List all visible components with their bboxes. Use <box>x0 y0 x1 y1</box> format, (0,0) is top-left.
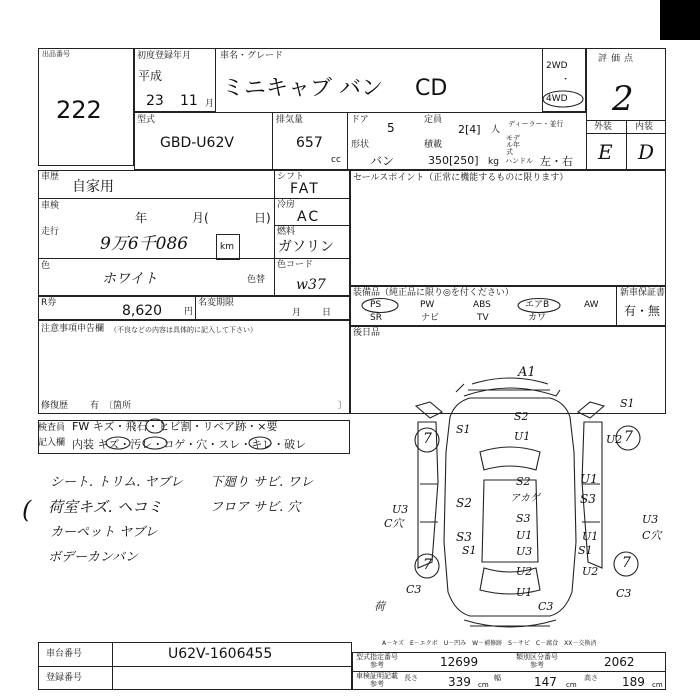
mark-7-rl: 7 <box>423 557 432 573</box>
remarks-note: （不良などの内容は具体的に記入して下さい） <box>110 326 257 334</box>
sales-point-box <box>350 170 666 286</box>
note-right-2: フロア サビ. 穴 <box>210 500 301 515</box>
scratch-circle-icon <box>106 437 130 449</box>
model-value: GBD-U62V <box>160 135 234 151</box>
drive-4wd: 4WD <box>546 94 568 104</box>
color-no-label: 色コード <box>277 260 314 270</box>
first-reg-label: 初度登録年月 <box>137 51 192 61</box>
mark-s2-hood: S2 <box>514 410 529 423</box>
category-value: 2062 <box>604 655 635 669</box>
ac-line <box>274 225 350 226</box>
mark-u3-right: U3 <box>642 513 659 526</box>
handle-value: 左・右 <box>540 155 573 168</box>
width-unit: cm <box>566 681 577 689</box>
mark-c-hole-right: C穴 <box>642 529 662 542</box>
history-label: 車歴 <box>41 172 60 182</box>
repair-close: 〕 <box>338 401 348 411</box>
width-label: 幅 <box>494 674 501 682</box>
first-reg-era: 平成 <box>138 69 163 83</box>
designation-ref: 参考 <box>370 661 384 669</box>
category-label: 類別区分番号 <box>516 653 558 661</box>
note-left-4: ボデーカンバン <box>48 550 138 565</box>
check-chip: 飛石 <box>125 420 148 433</box>
mark-7-rr: 7 <box>622 555 631 571</box>
later-day-label: 後日品 <box>353 328 381 338</box>
height-unit: cm <box>652 681 663 689</box>
check-needed: ×要 <box>257 420 278 433</box>
width-value: 147 <box>534 675 557 689</box>
check-repair: リペア跡 <box>202 420 247 433</box>
sep: ・ <box>119 438 131 451</box>
shift-value: FAT <box>290 181 320 197</box>
front-bumper <box>456 378 560 396</box>
mark-s1-right-mirror: S1 <box>578 544 593 557</box>
mark-s3-left: S3 <box>456 530 472 544</box>
check-i-tear: 破レ <box>284 438 307 451</box>
equipment-label: 装備品（純正品に限り◎を付ください） <box>353 288 514 298</box>
lot-number: 222 <box>56 96 102 124</box>
first-reg-month-unit: 月 <box>205 99 215 109</box>
check-marks-overlay <box>97 418 310 454</box>
diagram-legend: A－キズ E－エクボ U－凹み W－補修跡 S－サビ C－腐食 XX－交換済 <box>382 640 597 647</box>
equip-abs: ABS <box>473 300 491 310</box>
mark-s2-roof: S2 <box>516 475 531 488</box>
mileage-value: 9万6千086 <box>100 234 189 254</box>
handle-label: ハンドル <box>505 157 533 165</box>
mark-akage: アカゲ <box>510 493 540 504</box>
mark-s1-l: S1 <box>456 423 471 436</box>
category-ref: 参考 <box>530 661 544 669</box>
wear-circle-icon <box>249 437 274 451</box>
warranty-label: 新車保証書 <box>620 288 666 298</box>
recycle-label: R券 <box>41 298 57 308</box>
exterior-label: 外装 <box>594 122 613 132</box>
sep: ・ <box>246 420 258 433</box>
mark-u1-right: U1 <box>580 472 598 486</box>
dirty-circle-icon <box>143 437 167 449</box>
grade-sub-header <box>586 133 666 134</box>
mark-u1-rear: U1 <box>516 586 533 599</box>
color-label: 色 <box>41 261 51 271</box>
check-i-hole: 穴 <box>196 438 208 451</box>
length-unit: cm <box>478 681 489 689</box>
grade-sub-divider <box>626 120 627 170</box>
interior-grade: D <box>638 140 655 164</box>
sep: ・ <box>240 438 252 451</box>
notes-right <box>210 470 313 520</box>
displacement-label: 排気量 <box>276 115 304 125</box>
car-name: ミニキャブ バン <box>222 76 383 101</box>
mark-c3-right: C3 <box>616 587 632 600</box>
model-year-label: モデル年式 <box>506 134 520 156</box>
name-change-month: 月 <box>292 308 302 318</box>
color-change-label: 色替 <box>247 275 266 285</box>
equip-sr: SR <box>370 313 382 323</box>
check-i-dirty: 汚レ <box>130 438 153 451</box>
exterior-grade: E <box>598 140 613 164</box>
color-no-value: w37 <box>296 277 326 293</box>
mark-a1: A1 <box>518 365 536 380</box>
mileage-label: 走行 <box>41 227 60 237</box>
spec-line <box>352 671 666 672</box>
shape-value: バン <box>370 154 395 168</box>
repair-location: 〔箇所 <box>104 401 132 411</box>
warranty-value: 有・無 <box>624 304 661 318</box>
rear-bumper <box>464 620 556 627</box>
mark-s1-r: S1 <box>620 397 635 410</box>
color-line <box>38 258 274 259</box>
capacity-unit: 人 <box>491 125 501 135</box>
check-interior: 内装 <box>72 438 94 451</box>
repair-label: 修復歴 <box>41 401 69 411</box>
load-unit: kg <box>488 157 499 167</box>
doors-value: 5 <box>387 121 395 135</box>
lot-label: 出品番号 <box>42 50 70 58</box>
check-i-scratch: キズ <box>97 438 120 451</box>
cert-ref: 参考 <box>370 680 384 688</box>
mark-u3-center: U3 <box>516 545 533 558</box>
cert-label: 車検証明記載 <box>356 672 398 680</box>
mark-u2-rear: U2 <box>516 565 533 578</box>
shape-label: 形状 <box>351 140 370 150</box>
model-label: 型式 <box>137 115 156 125</box>
equip-airbag-circle-icon <box>516 297 562 314</box>
sep: ・ <box>152 438 164 451</box>
height-label: 高さ <box>584 674 598 682</box>
right-mirror <box>578 402 604 418</box>
note-right-1: 下廻り サビ. ワレ <box>210 475 314 490</box>
shaken-label: 車検 <box>41 201 60 211</box>
car-grade: CD <box>415 76 448 101</box>
drive-selected-circle-icon <box>541 89 585 109</box>
mark-u1-hood: U1 <box>514 430 531 443</box>
name-change-day: 日 <box>322 308 332 318</box>
note-left-3: カーペット ヤブレ <box>50 525 158 540</box>
mark-s2-left: S2 <box>456 496 472 510</box>
mark-c3-center: C3 <box>538 600 554 613</box>
sep: ・ <box>114 420 126 433</box>
equip-airbag: エアB <box>525 300 550 310</box>
disp-divider <box>347 112 348 170</box>
recycle-value: 8,620 <box>122 303 163 319</box>
recycle-divider <box>195 296 196 320</box>
check-scratch: キズ <box>92 420 115 433</box>
first-reg-year: 23 <box>146 93 164 109</box>
check-fw: FW <box>72 420 90 433</box>
mark-u3-left: U3 <box>392 503 409 516</box>
windshield <box>480 447 540 470</box>
grade-label: 評価点 <box>598 54 638 64</box>
chip-circle-icon <box>146 419 164 433</box>
name-change-label: 名変期限 <box>198 298 235 308</box>
equip-tv: TV <box>477 313 489 323</box>
mileage-unit: km <box>220 242 234 252</box>
mark-u1-roof: U1 <box>516 529 533 542</box>
chassis-value: U62V-1606455 <box>168 646 273 662</box>
sep: ・ <box>207 438 219 451</box>
load-label: 積載 <box>424 140 443 150</box>
drive-2wd: 2WD <box>546 61 568 71</box>
mark-7-fr: 7 <box>624 429 633 445</box>
note-left-1: シート. トリム. ヤブレ <box>50 475 184 490</box>
note-bracket: ( <box>22 496 32 524</box>
remarks-label: 注意事項申告欄 <box>41 324 105 334</box>
height-value: 189 <box>622 675 645 689</box>
reg-no-label: 登録番号 <box>46 673 83 683</box>
shift-label: シフト <box>277 172 305 182</box>
mark-cargo-note: 荷 <box>374 600 385 613</box>
history-line <box>38 198 274 199</box>
ac-label: 冷房 <box>277 200 296 210</box>
first-reg-month: 11 <box>180 93 198 109</box>
load-value: 350[250] <box>428 154 479 167</box>
remarks-box <box>38 320 350 414</box>
length-label: 長さ <box>404 674 418 682</box>
equip-aw: AW <box>584 300 599 310</box>
redaction-block-top <box>660 0 700 40</box>
equipment-divider <box>616 286 617 326</box>
fuel-label: 燃料 <box>277 227 296 237</box>
mark-7-fl: 7 <box>423 431 432 447</box>
equip-ps: PS <box>370 300 382 310</box>
sep: ・ <box>273 438 285 451</box>
history-value: 自家用 <box>72 179 114 195</box>
check-i-cut: キレ <box>251 438 274 451</box>
capacity-label: 定員 <box>424 115 443 125</box>
dealer-label: ディーラー・並行 <box>508 120 564 128</box>
sep: ・ <box>191 420 203 433</box>
model-divider <box>272 112 273 170</box>
capacity-value: 2[4] <box>458 123 481 136</box>
chassis-line <box>38 666 352 667</box>
inspector-label1: 検査員 <box>38 423 66 433</box>
mark-s3-roof: S3 <box>516 512 531 525</box>
color-value: ホワイト <box>102 271 158 287</box>
equip-leather: カワ <box>528 313 547 323</box>
sep: ・ <box>147 420 159 433</box>
fuel-line <box>274 258 350 259</box>
recycle-box <box>38 296 350 320</box>
length-value: 339 <box>448 675 471 689</box>
mark-u1-rear-r: U1 <box>582 530 599 543</box>
equip-pw: PW <box>420 300 435 310</box>
equip-ps-circle-icon <box>360 297 400 314</box>
shaken-year-unit: 年 <box>135 211 148 225</box>
mark-c3-left: C3 <box>406 583 422 596</box>
mark-c-hole-left: C穴 <box>384 517 404 530</box>
inspector-label2: 記入欄 <box>38 438 66 448</box>
designation-value: 12699 <box>440 655 479 669</box>
left-mirror <box>416 402 442 418</box>
chassis-label: 車台番号 <box>46 649 83 659</box>
note-left-2: 荷室キズ. ヘコミ <box>48 498 163 516</box>
mark-s3-right: S3 <box>580 492 596 506</box>
shaken-month-unit: 月( <box>192 211 209 225</box>
displacement-unit: cc <box>331 155 341 165</box>
shift-line <box>274 198 350 199</box>
sep: ・ <box>185 438 197 451</box>
mark-s1-left-mirror: S1 <box>462 544 477 557</box>
mark-u2-r: U2 <box>606 433 623 446</box>
shaken-day-unit: 日) <box>254 211 271 225</box>
sales-point-label: セールスポイント（正常に機能するものに限ります） <box>353 173 569 183</box>
car-name-label: 車名・グレード <box>220 51 284 61</box>
mark-u2-rear-r: U2 <box>582 565 599 578</box>
fuel-value: ガソリン <box>278 239 334 255</box>
repair-has: 有 <box>90 401 100 411</box>
interior-label: 内装 <box>635 122 654 132</box>
recycle-unit: 円 <box>184 307 194 317</box>
ac-value: AC <box>297 209 321 225</box>
equip-navi: ナビ <box>421 313 440 323</box>
displacement-value: 657 <box>296 135 323 151</box>
drive-dot: ・ <box>561 75 571 85</box>
check-i-wear: スレ <box>218 438 241 451</box>
notes-left <box>42 470 183 570</box>
designation-label: 型式指定番号 <box>356 653 398 661</box>
check-crack: ヒビ割 <box>158 420 192 433</box>
grade-score: 2 <box>612 79 634 119</box>
doors-label: ドア <box>351 115 369 125</box>
check-i-burn: コゲ <box>163 438 186 451</box>
